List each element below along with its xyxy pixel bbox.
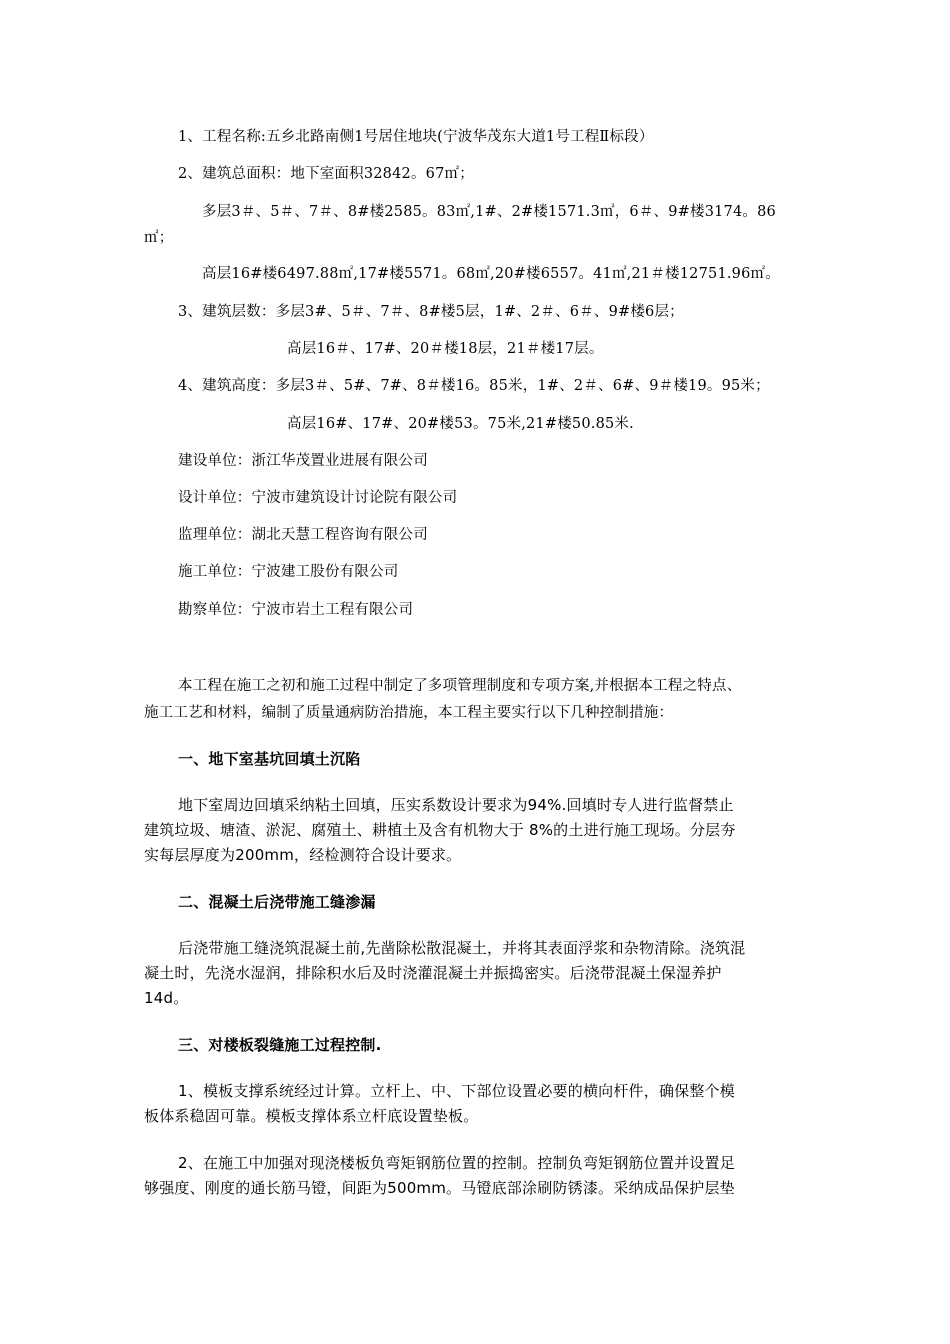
- area-multi-story: 多层3＃、5＃、7＃、8#楼2585。83㎡,1#、2#楼1571.3㎡，6＃、9#楼3174。86: [202, 204, 776, 220]
- body-line: 1、模板支撑系统经过计算。立杆上、中、下部位设置必要的横向杆件，确保整个模: [178, 1082, 735, 1100]
- body-line: 够强度、刚度的通长筋马镫，间距为500mm。马镫底部涂刷防锈漆。采纳成品保护层垫: [144, 1179, 735, 1197]
- section-heading: 二、混凝土后浇带施工缝渗漏: [178, 893, 376, 911]
- construction-unit: 施工单位：宁波建工股份有限公司: [178, 564, 399, 580]
- body-line: 板体系稳固可靠。模板支撑体系立杆底设置垫板。: [144, 1107, 479, 1125]
- body-line: 后浇带施工缝浇筑混凝土前,先凿除松散混凝土，并将其表面浮浆和杂物清除。浇筑混: [178, 939, 746, 957]
- body-line: 建筑垃圾、塘渣、淤泥、腐殖土、耕植土及含有机物大于 8%的土进行施工现场。分层夯: [144, 821, 736, 839]
- body-line: 14d。: [144, 989, 189, 1007]
- survey-unit: 勘察单位：宁波市岩土工程有限公司: [178, 602, 414, 618]
- body-line: 实每层厚度为200mm，经检测符合设计要求。: [144, 846, 462, 864]
- body-line: 凝土时，先浇水湿润，排除积水后及时浇灌混凝土并振捣密实。后浇带混凝土保湿养护: [144, 964, 722, 982]
- section-heading: 一、地下室基坑回填土沉陷: [178, 750, 361, 768]
- area-high-rise: 高层16#楼6497.88㎡,17#楼5571。68㎡,20#楼6557。41㎡,21＃楼12751.96㎡。: [202, 266, 780, 282]
- building-height-high: 高层16#、17#、20#楼53。75米,21#楼50.85米.: [287, 416, 634, 432]
- builder-unit: 建设单位：浙江华茂置业进展有限公司: [178, 453, 428, 469]
- total-area: 2、建筑总面积：地下室面积32842。67㎡；: [178, 166, 474, 182]
- design-unit: 设计单位：宁波市建筑设计讨论院有限公司: [178, 490, 458, 506]
- floor-count: 3、建筑层数：多层3#、5＃、7＃、8#楼5层，1#、2＃、6＃、9#楼6层；: [178, 304, 684, 320]
- intro-line: 本工程在施工之初和施工过程中制定了多项管理制度和专项方案,并根据本工程之特点、: [178, 678, 742, 694]
- supervision-unit: 监理单位：湖北天慧工程咨询有限公司: [178, 527, 428, 543]
- intro-line: 施工工艺和材料，编制了质量通病防治措施，本工程主要实行以下几种控制措施：: [144, 705, 674, 721]
- section-heading: 三、对楼板裂缝施工过程控制.: [178, 1036, 382, 1054]
- building-height: 4、建筑高度：多层3＃、5#、7#、8＃楼16。85米，1#、2＃、6#、9＃楼19。95米；: [178, 378, 770, 394]
- area-multi-story-cont: ㎡；: [144, 230, 174, 246]
- project-name: 1、工程名称:五乡北路南侧1号居住地块(宁波华茂东大道1号工程Ⅱ标段）: [178, 129, 654, 145]
- body-line: 2、在施工中加强对现浇楼板负弯矩钢筋位置的控制。控制负弯矩钢筋位置并设置足: [178, 1154, 735, 1172]
- floor-count-high: 高层16＃、17#、20＃楼18层，21＃楼17层。: [287, 341, 604, 357]
- body-line: 地下室周边回填采纳粘土回填，压实系数设计要求为94%.回填时专人进行监督禁止: [178, 796, 734, 814]
